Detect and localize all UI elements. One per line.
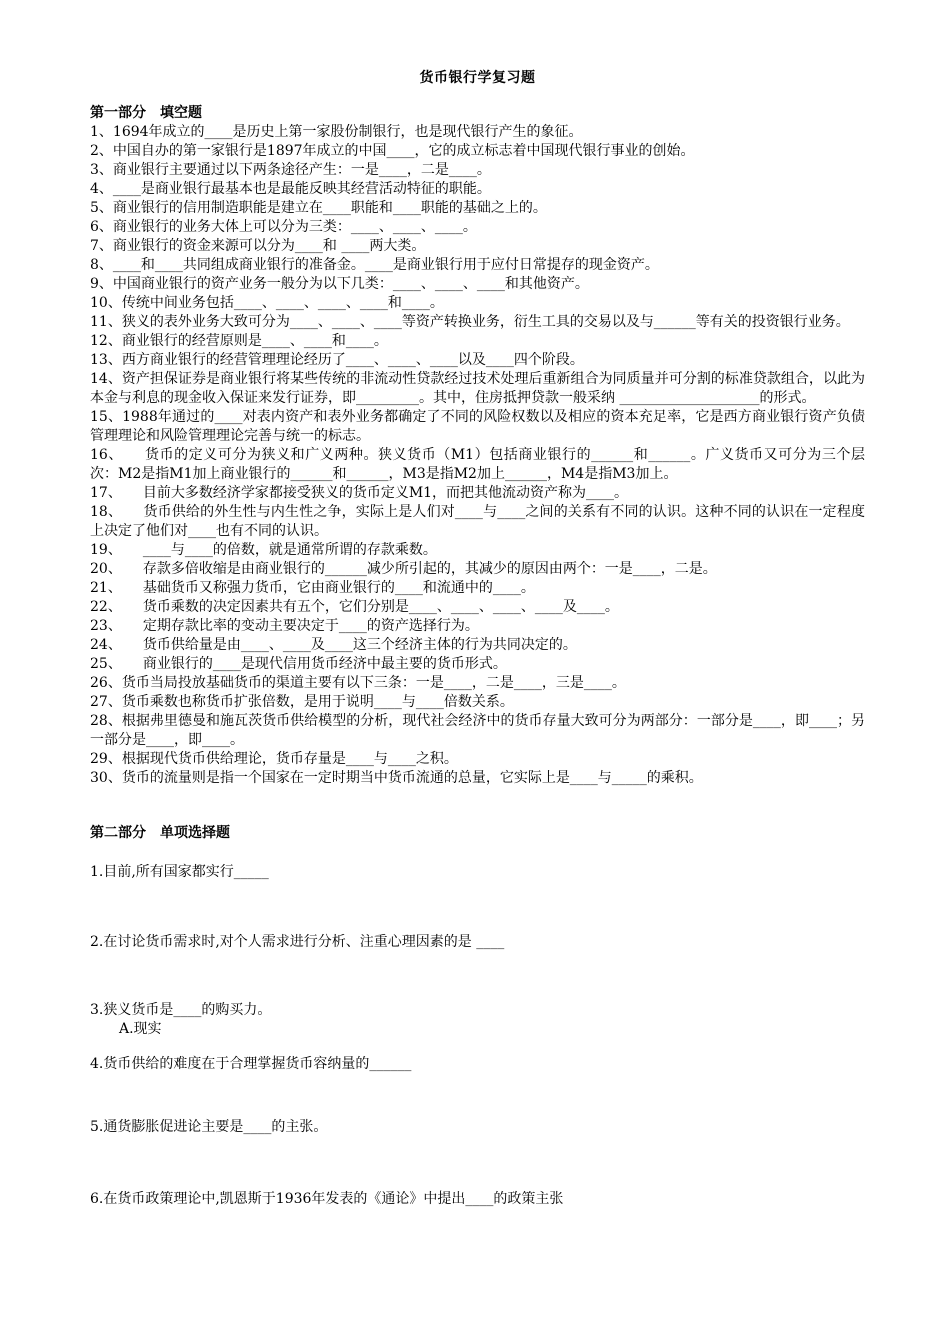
fill-in-question-list bbox=[90, 123, 865, 788]
fill-in-question-30: 30、货币的流量则是指一个国家在一定时期当中货币流通的总量，它实际上是____与_____的乘积。 bbox=[90, 770, 703, 786]
choice-question-5: 5.通货膨胀促进论主要是____的主张。 bbox=[90, 1119, 328, 1135]
fill-in-question-18: 18、 货币供给的外生性与内生性之争，实际上是人们对____与____之间的关系有不同的认识。这种不同的认识在一定程度上决定了他们对____也有不同的认识。 bbox=[90, 504, 865, 539]
fill-in-question-19: 19、 ____与____的倍数，就是通常所谓的存款乘数。 bbox=[90, 542, 437, 558]
fill-in-question-23: 23、 定期存款比率的变动主要决定于____的资产选择行为。 bbox=[90, 618, 479, 634]
fill-in-question-5: 5、商业银行的信用制造职能是建立在____职能和____职能的基础之上的。 bbox=[90, 200, 547, 216]
fill-in-question-28: 28、根据弗里德曼和施瓦茨货币供给模型的分析，现代社会经济中的货币存量大致可分为两部分：一部分是____，即____；另一部分是____，即____。 bbox=[90, 713, 865, 748]
fill-in-question-22: 22、 货币乘数的决定因素共有五个，它们分别是____、____、____、____及____。 bbox=[90, 599, 619, 615]
fill-in-question-17: 17、 目前大多数经济学家都接受狭义的货币定义M1，而把其他流动资产称为____。 bbox=[90, 485, 629, 501]
choice-question-2: 2.在讨论货币需求时,对个人需求进行分析、注重心理因素的是 ____ bbox=[90, 934, 505, 950]
fill-in-question-3: 3、商业银行主要通过以下两条途径产生：一是____，二是____。 bbox=[90, 162, 491, 178]
choice-question-1: 1.目前,所有国家都实行_____ bbox=[90, 864, 269, 880]
fill-in-question-20: 20、 存款多倍收缩是由商业银行的______减少所引起的，其减少的原因由两个：一是____，二是。 bbox=[90, 561, 717, 577]
fill-in-question-12: 12、商业银行的经营原则是____、____和____。 bbox=[90, 333, 388, 349]
fill-in-section bbox=[90, 104, 865, 788]
fill-in-question-13: 13、西方商业银行的经营管理理论经历了____、____、____以及____四个阶段。 bbox=[90, 352, 584, 368]
fill-in-question-21: 21、 基础货币又称强力货币，它由商业银行的____和流通中的____。 bbox=[90, 580, 535, 596]
multiple-choice-section bbox=[90, 824, 865, 1209]
section-heading-fill-in: 第一部分 填空题 bbox=[90, 105, 202, 121]
fill-in-question-29: 29、根据现代货币供给理论，货币存量是____与____之积。 bbox=[90, 751, 458, 767]
fill-in-question-4: 4、____是商业银行最基本也是最能反映其经营活动特征的职能。 bbox=[90, 181, 491, 197]
fill-in-question-8: 8、____和____共同组成商业银行的准备金。____是商业银行用于应付日常提存的现金资产。 bbox=[90, 257, 659, 273]
fill-in-question-26: 26、货币当局投放基础货币的渠道主要有以下三条：一是____，二是____，三是____。 bbox=[90, 675, 626, 691]
choice-question-3: 3.狭义货币是____的购买力。 bbox=[90, 1002, 272, 1018]
fill-in-question-25: 25、 商业银行的____是现代信用货币经济中最主要的货币形式。 bbox=[90, 656, 507, 672]
fill-in-question-10: 10、传统中间业务包括____、____、____、____和____。 bbox=[90, 295, 444, 311]
choice-question-4: 4.货币供给的难度在于合理掌握货币容纳量的______ bbox=[90, 1056, 412, 1072]
fill-in-question-16: 16、 货币的定义可分为狭义和广义两种。狭义货币（M1）包括商业银行的______和______。广义货币又可分为三个层次：M2是指M1加上商业银行的______和______，M3是指M2加上______，M4是指M3加上。 bbox=[90, 447, 865, 482]
document-page bbox=[90, 68, 865, 1209]
fill-in-question-27: 27、货币乘数也称货币扩张倍数，是用于说明____与____倍数关系。 bbox=[90, 694, 514, 710]
choice-question-3-option-a: A.现实 bbox=[119, 1021, 162, 1037]
choice-question-6: 6.在货币政策理论中,凯恩斯于1936年发表的《通论》中提出____的政策主张 bbox=[90, 1191, 564, 1207]
fill-in-question-2: 2、中国自办的第一家银行是1897年成立的中国____，它的成立标志着中国现代银行事业的创始。 bbox=[90, 143, 695, 159]
fill-in-question-6: 6、商业银行的业务大体上可以分为三类：____、____、____。 bbox=[90, 219, 477, 235]
fill-in-question-1: 1、1694年成立的____是历史上第一家股份制银行，也是现代银行产生的象征。 bbox=[90, 124, 583, 140]
fill-in-question-14: 14、资产担保证券是商业银行将某些传统的非流动性贷款经过技术处理后重新组合为同质量并可分割的标准贷款组合，以此为本金与利息的现金收入保证来发行证券，即_________。其中，住房抵押贷款一般采纳 ____________________的形式。 bbox=[90, 371, 865, 406]
fill-in-question-11: 11、狭义的表外业务大致可分为____、____、____等资产转换业务，衍生工具的交易以及与______等有关的投资银行业务。 bbox=[90, 314, 850, 330]
document-title: 货币银行学复习题 bbox=[419, 70, 536, 86]
fill-in-question-9: 9、中国商业银行的资产业务一般分为以下几类：____、____、____和其他资产。 bbox=[90, 276, 589, 292]
fill-in-question-24: 24、 货币供给量是由____、____及____这三个经济主体的行为共同决定的。 bbox=[90, 637, 577, 653]
fill-in-question-7: 7、商业银行的资金来源可以分为____和 ____两大类。 bbox=[90, 238, 426, 254]
section-heading-choice: 第二部分 单项选择题 bbox=[90, 825, 230, 841]
fill-in-question-15: 15、1988年通过的____对表内资产和表外业务都确定了不同的风险权数以及相应的资本充足率，它是西方商业银行资产负债管理理论和风险管理理论完善与统一的标志。 bbox=[90, 409, 865, 444]
